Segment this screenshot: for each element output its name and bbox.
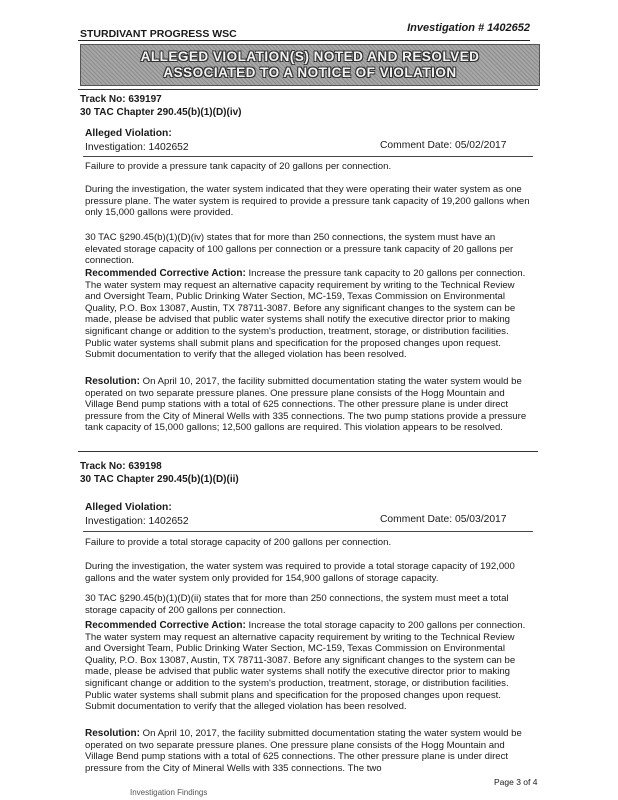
violation-1-header bbox=[80, 94, 242, 119]
divider bbox=[83, 156, 533, 157]
divider bbox=[83, 531, 533, 532]
track-number: Track No: 639197 bbox=[80, 94, 162, 105]
violation-2-header bbox=[80, 461, 239, 486]
violation-summary: Failure to provide a pressure tank capacity of 20 gallons per connection. bbox=[85, 161, 392, 172]
investigation-finding: During the investigation, the water system indicated that they were operating their water system as one pressure plane. The water system is required to provide a pressure tank capacity of 19,200 gallons when only 15,000 gallons were provided. bbox=[85, 184, 530, 219]
corrective-action-text: Increase the pressure tank capacity to 20 gallons per connection. The water system may request an alternative capacity requirement by writing to the Technical Review and Oversight Team, Public Drinking Water Section, MC-159, Texas Commission on Environmental Quality, P.O. Box 13087, Austin, TX 78711-3087. Before any significant changes to the system can be made, please be advised that public water systems shall notify the executive director prior to making significant change or addition to the system's production, treatment, storage, or distribution facilities. Public water systems shall submit plans and specification for the proposed changes upon request. Submit documentation to verify that the alleged violation has been resolved. bbox=[85, 268, 526, 361]
investigation-finding: During the investigation, the water system was required to provide a total storage capacity of 192,000 gallons and the water system only provided for 154,900 gallons of storage capacity. bbox=[85, 561, 515, 584]
cutoff-heading: Investigation Findings bbox=[130, 788, 208, 797]
resolution-text: On April 10, 2017, the facility submitted documentation stating the water system would be operated on two separate pressure planes. One pressure plane consists of the Hogg Mountain and Village Bend pump stations with a total of 625 connections. The other pressure plane is under direct pressure from the City of Mineral Wells with 335 connections. The two bbox=[85, 728, 522, 774]
comment-date: Comment Date: 05/03/2017 bbox=[380, 514, 507, 525]
investigation-id: Investigation: 1402652 bbox=[85, 516, 189, 527]
rule-requirement: 30 TAC §290.45(b)(1)(D)(ii) states that for more than 250 connections, the system must meet a total storage capacity of 200 gallons per connection. bbox=[85, 593, 509, 616]
resolution-label: Resolution: bbox=[85, 376, 140, 387]
comment-date: Comment Date: 05/02/2017 bbox=[380, 140, 507, 151]
section-rule bbox=[78, 451, 538, 452]
section-rule bbox=[78, 89, 538, 90]
alleged-violation-label: Alleged Violation: bbox=[85, 128, 172, 139]
page-number: Page 3 of 4 bbox=[494, 777, 538, 787]
corrective-action-label: Recommended Corrective Action: bbox=[85, 268, 246, 279]
section-banner bbox=[80, 44, 540, 86]
rule-citation: 30 TAC Chapter 290.45(b)(1)(D)(ii) bbox=[80, 473, 239, 485]
resolution-label: Resolution: bbox=[85, 728, 140, 739]
corrective-action-text: Increase the total storage capacity to 200 gallons per connection. The water system may request an alternative capacity requirement by writing to the Technical Review and Oversight Team, Public Drinking Water Section, MC-159, Texas Commission on Environmental Quality, P.O. Box 13087, Austin, TX 78711-3087. Before any significant changes to the system can be made, please be advised that public water systems shall notify the executive director prior to making significant change or addition to the system's production, treatment, storage, or distribution facilities. Public water systems shall submit plans and specification for the proposed changes upon request. Submit documentation to verify that the alleged violation has been resolved. bbox=[85, 620, 526, 713]
investigation-number: Investigation # 1402652 bbox=[407, 22, 530, 34]
resolution bbox=[85, 728, 530, 774]
banner-line-2: ASSOCIATED TO A NOTICE OF VIOLATION bbox=[163, 65, 457, 80]
resolution-text: On April 10, 2017, the facility submitted documentation stating the water system would be operated on two separate pressure planes. One pressure plane consists of the Hogg Mountain and Village Bend pump stations with a total of 625 connections. The other pressure plane is under direct pressure from the City of Mineral Wells with 335 connections. The two pump stations provide a pressure tank capacity of 15,000 gallons; 12,500 gallons are required. This violation appears to be resolved. bbox=[85, 376, 527, 434]
corrective-action-label: Recommended Corrective Action: bbox=[85, 620, 246, 631]
alleged-violation-label: Alleged Violation: bbox=[85, 502, 172, 513]
investigation-id: Investigation: 1402652 bbox=[85, 142, 189, 153]
company-name: STURDIVANT PROGRESS WSC bbox=[80, 28, 237, 40]
rule-requirement: 30 TAC §290.45(b)(1)(D)(iv) states that for more than 250 connections, the system must have an elevated storage capacity of 100 gallons per connection or a pressure tank capacity of 20 gallons per connection. bbox=[85, 232, 514, 267]
corrective-action bbox=[85, 268, 530, 361]
banner-line-1: ALLEGED VIOLATION(S) NOTED AND RESOLVED bbox=[140, 49, 480, 64]
violation-summary: Failure to provide a total storage capacity of 200 gallons per connection. bbox=[85, 537, 392, 548]
header-rule bbox=[78, 40, 530, 41]
rule-citation: 30 TAC Chapter 290.45(b)(1)(D)(iv) bbox=[80, 106, 242, 118]
track-number: Track No: 639198 bbox=[80, 461, 162, 472]
resolution bbox=[85, 376, 530, 434]
corrective-action bbox=[85, 620, 530, 713]
